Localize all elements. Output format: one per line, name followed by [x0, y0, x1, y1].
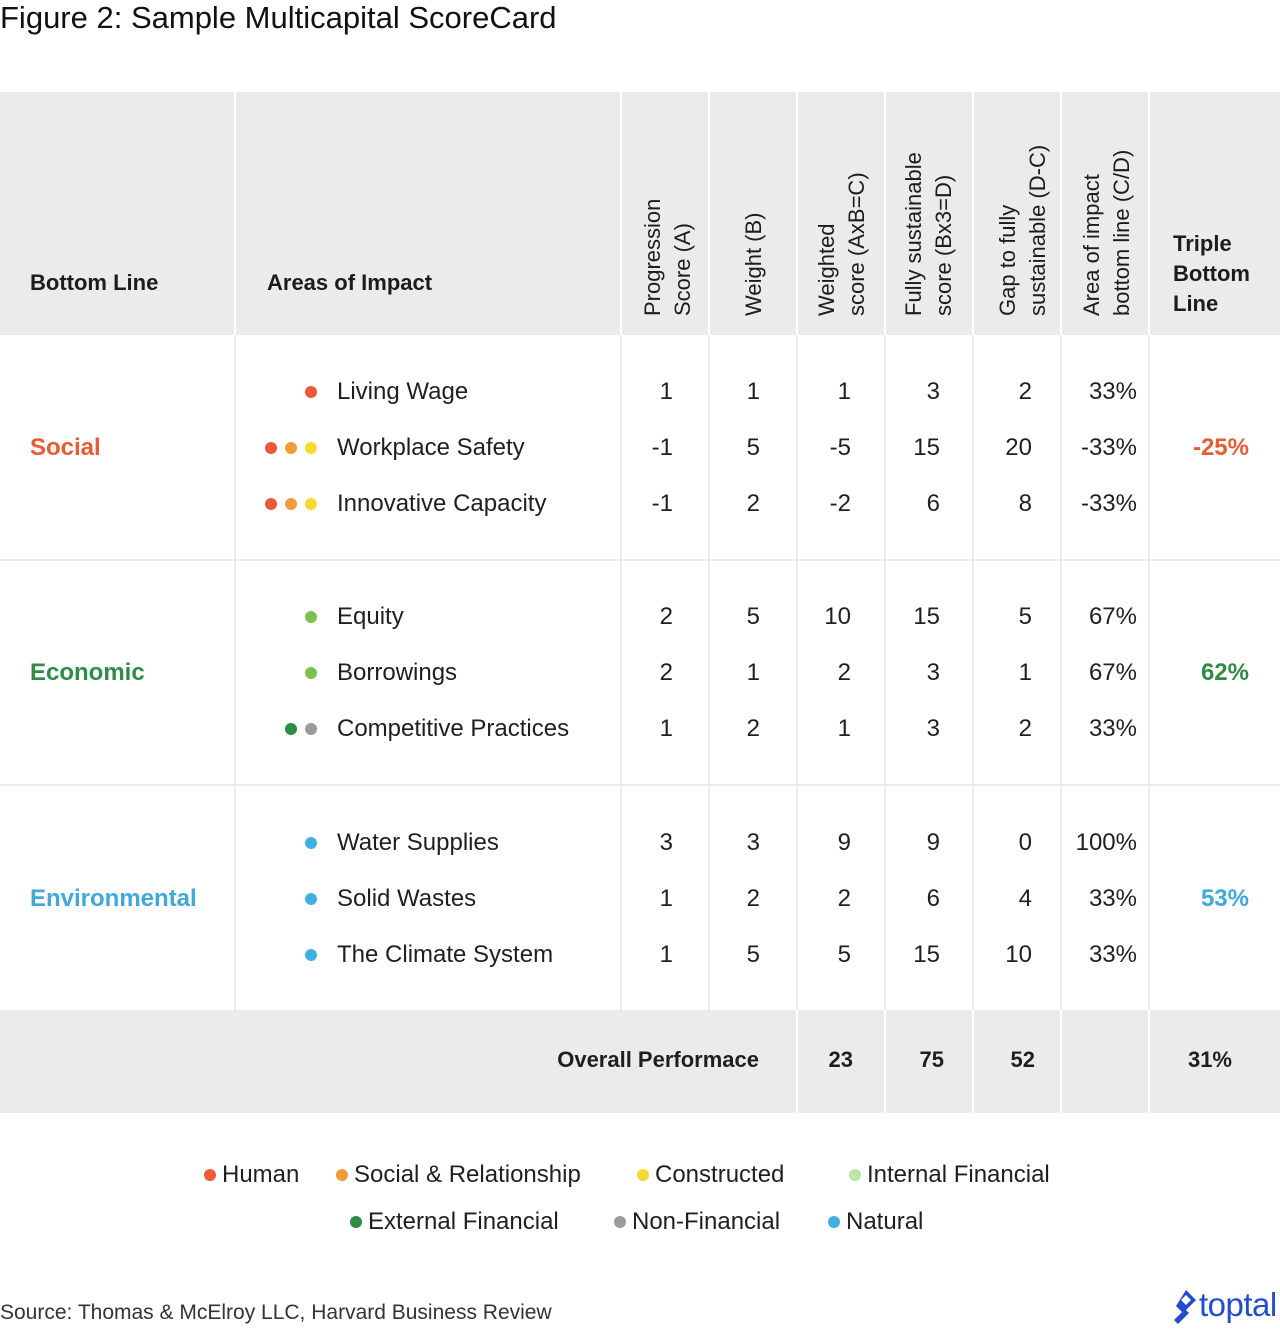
- fully-sustainable-score-cell: 9: [926, 829, 940, 856]
- capital-dot-icon: [305, 611, 317, 623]
- fully-sustainable-score-cell: 3: [926, 659, 940, 686]
- weighted-score-cell: -2: [829, 490, 851, 517]
- gap-to-fully-sustainable-cell: 8: [1018, 490, 1032, 517]
- column-divider: [1148, 92, 1150, 335]
- weighted-score-cell: 1: [837, 378, 851, 405]
- triple-bottom-line-value: 53%: [1200, 885, 1249, 912]
- row-divider: [0, 559, 1280, 561]
- weight-cell: 1: [746, 659, 760, 686]
- legend-label: External Financial: [368, 1208, 559, 1235]
- overall-fully-sustainable-score: 75: [919, 1047, 944, 1072]
- column-divider: [884, 335, 886, 1010]
- overall-weighted-score: 23: [828, 1047, 853, 1072]
- fully-sustainable-score-cell: 15: [913, 941, 940, 968]
- progression-score-cell: 1: [659, 378, 673, 405]
- progression-score-cell: 2: [659, 659, 673, 686]
- capital-dot-icon: [285, 442, 297, 454]
- column-divider: [972, 1010, 974, 1113]
- weight-cell: 2: [746, 885, 760, 912]
- header-area-of-impact-bottom-line: Area of impact bottom line (C/D): [1079, 149, 1134, 316]
- figure-title: Figure 2: Sample Multicapital ScoreCard: [0, 0, 557, 35]
- column-divider: [620, 335, 622, 1010]
- weight-cell: 5: [746, 941, 760, 968]
- overall-performance-label: Overall Performace: [557, 1047, 759, 1072]
- weighted-score-cell: 9: [837, 829, 851, 856]
- legend-label: Internal Financial: [867, 1161, 1050, 1188]
- area-of-impact-label: Water Supplies: [337, 829, 499, 856]
- area-of-impact-bottom-line-cell: 67%: [1088, 603, 1137, 630]
- fully-sustainable-score-cell: 15: [913, 603, 940, 630]
- column-divider: [972, 92, 974, 335]
- header-progression-score: Progression Score (A): [640, 198, 695, 316]
- area-of-impact-label: The Climate System: [337, 941, 554, 968]
- area-of-impact-label: Equity: [337, 603, 404, 630]
- column-divider: [884, 92, 886, 335]
- column-divider: [708, 335, 710, 1010]
- triple-bottom-line-value: 62%: [1200, 659, 1249, 686]
- bottom-line-label: Social: [30, 434, 101, 461]
- header-areas-of-impact: Areas of Impact: [267, 270, 433, 295]
- header-bottom-line: Bottom Line: [30, 270, 159, 295]
- fully-sustainable-score-cell: 6: [926, 885, 940, 912]
- area-of-impact-bottom-line-cell: 33%: [1088, 885, 1137, 912]
- header-triple-bottom-line: Triple Bottom Line: [1173, 231, 1250, 316]
- progression-score-cell: 1: [659, 941, 673, 968]
- column-divider: [1060, 335, 1062, 1010]
- header-weight: Weight (B): [741, 212, 766, 316]
- legend-dot-icon: [828, 1216, 840, 1228]
- column-divider: [234, 92, 236, 335]
- triple-bottom-line-value: -25%: [1192, 434, 1249, 461]
- legend-dot-icon: [350, 1216, 362, 1228]
- legend-dot-icon: [204, 1169, 216, 1181]
- weighted-score-cell: 1: [837, 715, 851, 742]
- weight-cell: 2: [746, 490, 760, 517]
- legend-dot-icon: [614, 1216, 626, 1228]
- source-note: Source: Thomas & McElroy LLC, Harvard Business Review: [0, 1301, 552, 1324]
- legend-label: Constructed: [655, 1161, 785, 1188]
- column-divider: [796, 335, 798, 1010]
- header-weighted-score: Weighted score (AxB=C): [814, 172, 869, 316]
- gap-to-fully-sustainable-cell: 5: [1018, 603, 1032, 630]
- capital-dot-icon: [305, 498, 317, 510]
- weight-cell: 5: [746, 434, 760, 461]
- gap-to-fully-sustainable-cell: 20: [1005, 434, 1032, 461]
- capital-dot-icon: [305, 442, 317, 454]
- weighted-score-cell: -5: [829, 434, 851, 461]
- legend-label: Non-Financial: [632, 1208, 781, 1235]
- fully-sustainable-score-cell: 3: [926, 715, 940, 742]
- capital-dot-icon: [305, 386, 317, 398]
- progression-score-cell: 1: [659, 885, 673, 912]
- capital-dot-icon: [285, 723, 297, 735]
- weight-cell: 2: [746, 715, 760, 742]
- legend-label: Human: [222, 1161, 300, 1188]
- overall-gap: 52: [1010, 1047, 1035, 1072]
- progression-score-cell: 3: [659, 829, 673, 856]
- gap-to-fully-sustainable-cell: 1: [1018, 659, 1032, 686]
- capital-dot-icon: [265, 442, 277, 454]
- capital-dot-icon: [305, 893, 317, 905]
- fully-sustainable-score-cell: 15: [913, 434, 940, 461]
- legend-dot-icon: [849, 1169, 861, 1181]
- capital-dot-icon: [305, 667, 317, 679]
- area-of-impact-bottom-line-cell: 33%: [1088, 378, 1137, 405]
- weighted-score-cell: 2: [837, 659, 851, 686]
- column-divider: [234, 335, 236, 1010]
- overall-triple-bottom-line: 31%: [1187, 1047, 1232, 1072]
- column-divider: [1060, 92, 1062, 335]
- row-divider: [0, 784, 1280, 786]
- column-divider: [796, 1010, 798, 1113]
- column-divider: [620, 92, 622, 335]
- progression-score-cell: 1: [659, 715, 673, 742]
- area-of-impact-label: Living Wage: [337, 378, 469, 405]
- area-of-impact-label: Solid Wastes: [337, 885, 477, 912]
- weighted-score-cell: 5: [837, 941, 851, 968]
- weighted-score-cell: 10: [824, 603, 851, 630]
- area-of-impact-bottom-line-cell: -33%: [1080, 490, 1137, 517]
- area-of-impact-label: Borrowings: [337, 659, 458, 686]
- gap-to-fully-sustainable-cell: 4: [1018, 885, 1032, 912]
- area-of-impact-label: Workplace Safety: [337, 434, 525, 461]
- area-of-impact-label: Competitive Practices: [337, 715, 570, 742]
- area-of-impact-bottom-line-cell: 33%: [1088, 715, 1137, 742]
- area-of-impact-bottom-line-cell: 100%: [1075, 829, 1137, 856]
- capital-dot-icon: [305, 837, 317, 849]
- gap-to-fully-sustainable-cell: 0: [1018, 829, 1032, 856]
- column-divider: [796, 92, 798, 335]
- header-fully-sustainable-score: Fully sustainable score (Bx3=D): [901, 152, 956, 316]
- capital-dot-icon: [305, 723, 317, 735]
- weighted-score-cell: 2: [837, 885, 851, 912]
- column-divider: [708, 92, 710, 335]
- legend-dot-icon: [637, 1169, 649, 1181]
- fully-sustainable-score-cell: 3: [926, 378, 940, 405]
- legend-label: Natural: [846, 1208, 924, 1235]
- area-of-impact-bottom-line-cell: 33%: [1088, 941, 1137, 968]
- area-of-impact-label: Innovative Capacity: [337, 490, 547, 517]
- column-divider: [1148, 1010, 1150, 1113]
- bottom-line-label: Environmental: [30, 885, 197, 912]
- bottom-line-label: Economic: [30, 659, 145, 686]
- progression-score-cell: 2: [659, 603, 673, 630]
- fully-sustainable-score-cell: 6: [926, 490, 940, 517]
- capital-dot-icon: [285, 498, 297, 510]
- progression-score-cell: -1: [651, 490, 673, 517]
- gap-to-fully-sustainable-cell: 10: [1005, 941, 1032, 968]
- weight-cell: 3: [746, 829, 760, 856]
- weight-cell: 1: [746, 378, 760, 405]
- toptal-logo-icon: [1172, 1288, 1198, 1328]
- area-of-impact-bottom-line-cell: -33%: [1080, 434, 1137, 461]
- legend-label: Social & Relationship: [354, 1161, 581, 1188]
- area-of-impact-bottom-line-cell: 67%: [1088, 659, 1137, 686]
- column-divider: [1148, 335, 1150, 1010]
- progression-score-cell: -1: [651, 434, 673, 461]
- capital-dot-icon: [305, 949, 317, 961]
- toptal-logo-text: toptal: [1199, 1286, 1277, 1323]
- header-gap-to-fully-sustainable: Gap to fully sustainable (D-C): [995, 144, 1050, 316]
- weight-cell: 5: [746, 603, 760, 630]
- column-divider: [972, 335, 974, 1010]
- gap-to-fully-sustainable-cell: 2: [1018, 378, 1032, 405]
- column-divider: [884, 1010, 886, 1113]
- column-divider: [1060, 1010, 1062, 1113]
- legend-dot-icon: [336, 1169, 348, 1181]
- capital-dot-icon: [265, 498, 277, 510]
- gap-to-fully-sustainable-cell: 2: [1018, 715, 1032, 742]
